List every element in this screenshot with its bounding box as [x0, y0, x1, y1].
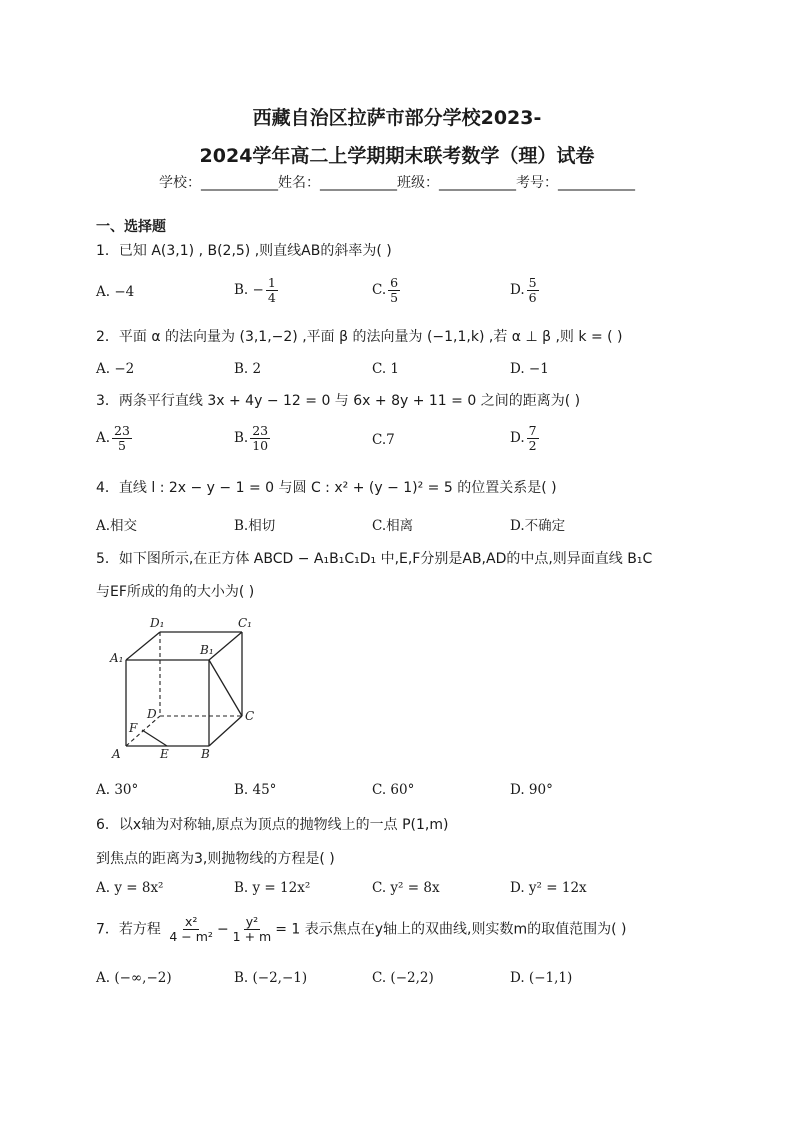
option-a: A.相交	[96, 518, 138, 534]
stem-prefix: 7．若方程	[96, 921, 161, 938]
fraction-denominator: 1 + m	[232, 929, 272, 944]
option-d: D. y² = 12x	[510, 880, 587, 896]
option-b-prefix: B.	[234, 430, 249, 446]
option-d: D. (−1,1)	[510, 970, 573, 986]
option-d: D. 90°	[510, 782, 553, 798]
option-b: B. 45°	[234, 782, 277, 798]
option-b-fraction	[250, 424, 270, 453]
question-6-stem-line-1: 6．以x轴为对称轴,原点为顶点的抛物线上的一点 P(1,m)	[96, 817, 449, 833]
fraction-numerator: y²	[245, 914, 259, 929]
title-line-1: 西藏自治区拉萨市部分学校2023-	[252, 107, 542, 129]
student-info-line: 学校：___________姓名：___________班级：___________考号：___________	[159, 175, 635, 191]
fraction-numerator: 7	[528, 423, 537, 438]
fraction-numerator: x²	[184, 914, 198, 929]
option-a: A. −2	[96, 361, 135, 377]
option-d-fraction	[527, 276, 539, 305]
question-1-stem: 1．已知 A(3,1) , B(2,5) ,则直线AB的斜率为( )	[96, 243, 392, 259]
question-5-stem-line-2: 与EF所成的角的大小为( )	[96, 584, 255, 600]
label-B: B	[201, 747, 210, 761]
question-5-stem-line-1: 5．如下图所示,在正方体 ABCD − A₁B₁C₁D₁ 中,E,F分别是AB,AD的中点,则异面直线 B₁C	[96, 551, 653, 567]
option-d-fraction	[527, 424, 539, 453]
fraction-denominator: 10	[252, 438, 269, 453]
label-D1: D₁	[150, 616, 165, 630]
label-A1: A₁	[110, 651, 124, 665]
option-d	[510, 276, 541, 305]
option-c: C.相离	[372, 518, 414, 534]
cube-diagram	[104, 614, 274, 764]
option-d: D. −1	[510, 361, 549, 377]
option-b	[234, 424, 272, 453]
option-b	[234, 276, 280, 305]
fraction-denominator: 4 − m²	[169, 929, 213, 944]
option-b: B. (−2,−1)	[234, 970, 308, 986]
label-F: F	[129, 721, 138, 735]
option-c-fraction	[388, 276, 400, 305]
label-D: D	[147, 707, 157, 721]
option-c	[372, 276, 402, 305]
option-a: A. −4	[96, 284, 135, 300]
fraction-denominator: 6	[528, 290, 537, 305]
label-C1: C₁	[238, 616, 252, 630]
option-a: A. y = 8x²	[96, 880, 164, 896]
fraction-numerator: 23	[114, 423, 130, 438]
option-a: A. 30°	[96, 782, 139, 798]
fraction-numerator: 23	[252, 423, 269, 438]
option-a-fraction	[112, 424, 132, 453]
question-6-stem-line-2: 到焦点的距离为3,则抛物线的方程是( )	[96, 851, 335, 867]
cube-figure	[104, 614, 274, 764]
title-line-2: 2024学年高二上学期期末联考数学（理）试卷	[199, 145, 595, 167]
question-4-stem: 4．直线 l : 2x − y − 1 = 0 与圆 C : x² + (y − 1)² = 5 的位置关系是( )	[96, 480, 557, 496]
option-c: C. y² = 8x	[372, 880, 440, 896]
option-c: C. (−2,2)	[372, 970, 434, 986]
fraction-numerator: 6	[390, 275, 399, 290]
question-7-stem	[96, 915, 627, 944]
fraction-denominator: 4	[267, 290, 276, 305]
stem-fraction-2	[231, 915, 274, 944]
option-c-prefix: C.	[372, 282, 387, 298]
option-a: A. (−∞,−2)	[96, 970, 172, 986]
option-d-prefix: D.	[510, 282, 525, 298]
question-3-stem: 3．两条平行直线 3x + 4y − 12 = 0 与 6x + 8y + 11 = 0 之间的距离为( )	[96, 393, 581, 409]
section-heading: 一、选择题	[96, 219, 166, 235]
label-B1: B₁	[200, 643, 214, 657]
option-c: C.7	[372, 432, 395, 448]
option-b-fraction	[266, 276, 278, 305]
option-b: B.相切	[234, 518, 276, 534]
fraction-numerator: 5	[528, 275, 537, 290]
stem-suffix: = 1 表示焦点在y轴上的双曲线,则实数m的取值范围为( )	[275, 921, 627, 938]
option-a-prefix: A.	[96, 430, 111, 446]
stem-fraction-1	[167, 915, 215, 944]
option-d: D.不确定	[510, 518, 566, 534]
fraction-numerator: 1	[267, 275, 276, 290]
option-b: B. y = 12x²	[234, 880, 311, 896]
label-C: C	[245, 709, 255, 723]
option-d-prefix: D.	[510, 430, 525, 446]
question-2-stem: 2．平面 α 的法向量为 (3,1,−2) ,平面 β 的法向量为 (−1,1,k) ,若 α ⊥ β ,则 k = ( )	[96, 329, 623, 345]
option-a	[96, 424, 134, 453]
label-E: E	[160, 747, 169, 761]
option-b-prefix: B. −	[234, 282, 264, 298]
fraction-denominator: 5	[390, 290, 399, 305]
option-c: C. 60°	[372, 782, 415, 798]
fraction-denominator: 5	[118, 438, 126, 453]
option-b: B. 2	[234, 361, 262, 377]
option-d	[510, 424, 541, 453]
label-A: A	[112, 747, 121, 761]
fraction-denominator: 2	[528, 438, 537, 453]
option-c: C. 1	[372, 361, 400, 377]
minus-sign: −	[216, 921, 229, 938]
